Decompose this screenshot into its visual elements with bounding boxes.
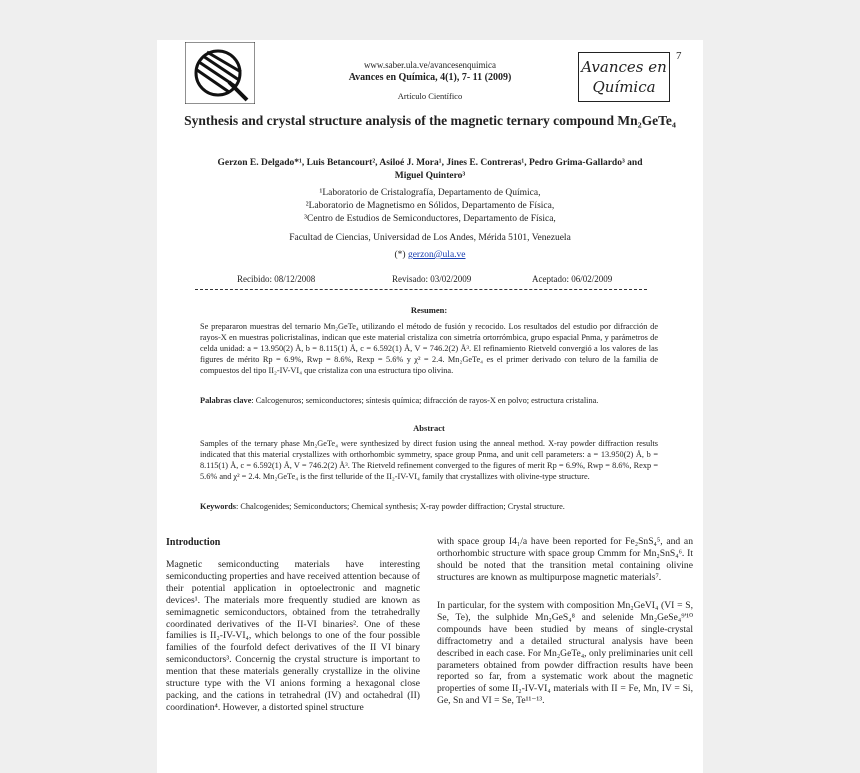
email-prefix: (*)	[394, 250, 406, 260]
email-link[interactable]: gerzon@ula.ve	[407, 250, 466, 260]
affiliation-2: ²Laboratorio de Magnetismo en Sólidos, Departamento de Física,	[305, 201, 555, 211]
journal-logo-text: Avances en Química	[581, 58, 667, 96]
resumen-text: Se prepararon muestras del ternario Mn₂GeTe₄ utilizando el método de fusión y recocido. Los resultados del estudio por difracción de rayos-X en muestras policristalinas, indican que este material cristaliza con simetría ortorrómbica, grupo espacial Pnma, y parámetros de celda unidad: a = 13.950(2) Å, b = 8.115(1) Å, c = 6.592(1) Å, V = 746.2(2) Å³. El refinamiento Rietveld convergió a los valores de las figures de mérito Rp = 6.9%, Rwp = 8.6%, Rexp = 5.6% y χ² = 2.4. Mn₂GeTe₄ es el primer derivado con teluro de la familia de compuestos del tipo II₂-IV-VI₄ que cristaliza con una estructura tipo olivina.	[200, 322, 658, 375]
journal-citation: Avances en Química, 4(1), 7- 11 (2009)	[348, 72, 512, 83]
received-date: Recibido: 08/12/2008	[237, 274, 316, 284]
header-url[interactable]: www.saber.ula.ve/avancesenquimica	[363, 60, 497, 70]
page-number: 7	[676, 50, 682, 62]
revised-date: Revisado: 03/02/2009	[392, 274, 472, 284]
keywords	[200, 501, 658, 512]
palabras-label: Palabras clave	[200, 396, 252, 405]
introduction-heading: Introduction	[166, 537, 221, 548]
palabras-clave	[200, 395, 658, 406]
corresponding-email-line	[220, 249, 640, 262]
article-type: Artículo Científico	[397, 91, 463, 101]
intro-right-paragraph-2: In particular, for the system with composition Mn₂GeVI₄ (VI = S, Se, Te), the sulphide Mn₂GeS₄⁸ and selenide Mn₂GeSe₄⁹'¹⁰ compounds have been studied by means of single-crystal diffractometry and a detailed structural analysis have been described in each case. For Mn₂GeTe₄, only preliminaries unit cell parameters obtained from powder diffraction results have been reported so far, from a systematic work about the magnetic properties of some II₂-IV-VI₄ materials with II = Fe, Mn, IV = Si, Ge, Sn and VI = Se, Te¹¹⁻¹³.	[437, 600, 693, 707]
affiliation-1: ¹Laboratorio de Cristalografía, Departamento de Química,	[319, 188, 541, 198]
author-list: Gerzon E. Delgado*¹, Luis Betancourt², Asiloé J. Mora¹, Jines E. Contreras¹, Pedro Grima-Gallardo³ and Miguel Quintero³	[217, 158, 643, 181]
accepted-date: Aceptado: 06/02/2009	[532, 274, 613, 284]
palabras-text: : Calcogenuros; semiconductores; síntesis química; difracción de rayos-X en polvo; estructura cristalina.	[251, 396, 599, 405]
keywords-label: Keywords	[200, 502, 236, 511]
abstract-text: Samples of the ternary phase Mn₂GeTe₄ were synthesized by direct fusion using the anneal method. X-ray powder diffraction results indicated that this material crystallizes with orthorhombic symmetry, space group Pnma, and unit cell parameters: a = 13.950(2) Å, b = 8.115(1) Å, c = 6.592(1) Å, V = 746.2(2) Å³. The Rietveld refinement converged to the figures of merit Rp = 6.9%, Rwp = 8.6%, Rexp = 5.6% and χ² = 2.4. Mn₂GeTe₄ is the first telluride of the II₂-IV-VI₄ family that crystallizes with olivine-type structure.	[200, 439, 658, 481]
keywords-text: : Chalcogenides; Semiconductors; Chemical synthesis; X-ray powder diffraction; Crystal structure.	[235, 502, 565, 511]
paper-title: Synthesis and crystal structure analysis of the magnetic ternary compound Mn₂GeTe₄	[184, 113, 676, 128]
separator-line	[195, 289, 647, 290]
intro-left-column: Magnetic semiconducting materials have interesting semiconducting properties and have received attention because of their potential application in optoelectronic and magnetic devices¹. The materials more frequently studied are known as semimagnetic semiconductors, obtained from the tetrahedrally coordinated derivatives of the II-VI binaries². One of these families is II₂-IV-VI₄, which belongs to one of the four possible families of the fourfold defect derivatives of the II VI binary semiconductors³. Concernig the crystal structure is important to mention that these materials generally crystallize in the olivine structure type with the VI anions forming a hexagonal close packing, and the cations in tetrahedral (IV) and octahedral (II) coordination⁴. However, a distorted spinel structure	[166, 559, 420, 713]
intro-right-paragraph-1: with space group I4₁/a have been reported for Fe₂SnS₄⁵, and an orthorhombic structure with space group Cmmm for Mn₂SnS₄⁶. It should be noted that the transition metal containing olivine structures are known as multipurpose magnetic materials⁷.	[437, 536, 693, 583]
university-logo	[185, 42, 255, 104]
journal-logo	[578, 52, 670, 102]
resumen-heading: Resumen:	[410, 305, 448, 315]
faculty-address: Facultad de Ciencias, Universidad de Los Andes, Mérida 5101, Venezuela	[289, 233, 571, 243]
affiliation-3: ³Centro de Estudios de Semiconductores, Departamento de Física,	[304, 214, 556, 224]
abstract-heading: Abstract	[413, 423, 445, 433]
